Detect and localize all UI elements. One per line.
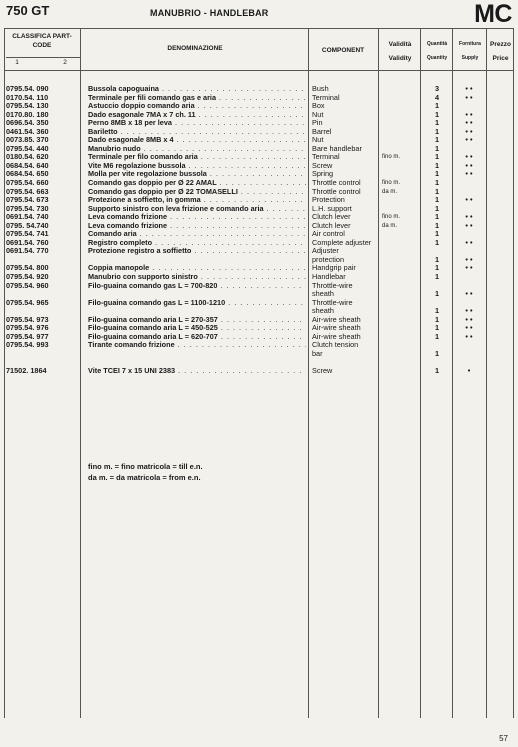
col-header-prezzo: Prezzo [490, 41, 511, 48]
part-supply: • • [465, 135, 473, 145]
part-component: Air-wire sheath [312, 324, 361, 333]
part-description: Manubrio nudo . . . [88, 145, 306, 154]
part-quantity: 1 [434, 229, 440, 239]
col-header-price: Price [492, 55, 509, 62]
legend-notes [88, 461, 203, 483]
part-description: Filo-guaina comando aria L = 620-707 . . . [88, 333, 306, 342]
part-code: 0795.54. 663 [6, 186, 49, 196]
part-quantity: 1 [434, 254, 440, 264]
part-validity: fino m. [382, 214, 401, 221]
part-code: 0795.54. 090 [6, 84, 49, 93]
part-component: Box [312, 102, 325, 111]
part-quantity: 1 [434, 366, 440, 376]
part-quantity: 1 [434, 314, 440, 324]
part-component: Terminal [312, 153, 340, 162]
part-code: 0795.54. 977 [6, 331, 49, 341]
table-row [4, 333, 514, 342]
col-header-validity: Validity [388, 55, 412, 62]
part-code-sub-divider [6, 57, 80, 58]
part-description: Filo-guaina comando aria L = 450-525 . . . [88, 324, 306, 333]
part-description: Dado esagonale 7MA x 7 ch. 11 . . . [88, 111, 306, 120]
part-code: 0795.54. 920 [6, 272, 49, 282]
part-component: Bare handlebar [312, 144, 362, 153]
col-header-part-code-sub1: 1 [15, 59, 19, 66]
part-component: Throttle-wire [312, 298, 353, 307]
part-code: 0170.80. 180 [6, 109, 49, 119]
part-validity: fino m. [382, 180, 401, 187]
part-component: Clutch lever [312, 221, 351, 230]
part-supply: • • [465, 254, 473, 264]
part-description: Astuccio doppio comando aria . . . [88, 102, 306, 111]
part-quantity: 1 [434, 101, 440, 111]
part-component: Air-wire sheath [312, 315, 361, 324]
part-code: 0691.54. 760 [6, 237, 49, 247]
part-description: Tirante comando frizione . . . [88, 341, 306, 350]
part-quantity: 1 [434, 212, 440, 222]
part-supply: • • [465, 169, 473, 179]
part-code: 0795.54. 993 [6, 340, 49, 350]
part-component: Clutch lever [312, 213, 351, 222]
part-supply: • • [465, 195, 473, 205]
part-description: Manubrio con supporto sinistro . . . [88, 273, 306, 282]
part-description: Dado esagonale 8MB x 4 . . . [88, 136, 306, 145]
part-supply: • • [465, 160, 473, 170]
part-code: 0684.54. 640 [6, 160, 49, 170]
part-validity: da m. [382, 222, 398, 229]
part-supply: • • [465, 237, 473, 247]
part-code: 0795.54. 660 [6, 178, 49, 188]
part-supply: • [467, 366, 471, 376]
part-quantity: 1 [434, 126, 440, 136]
part-description: Perno 8MB x 18 per leva . . . [88, 119, 306, 128]
part-code: 0795.54. 741 [6, 229, 49, 239]
part-supply: • • [465, 323, 473, 333]
part-code: 0073.85. 370 [6, 135, 49, 145]
part-code: 0795.54. 976 [6, 323, 49, 333]
part-code: 0795.54. 960 [6, 280, 49, 290]
part-quantity: 1 [434, 203, 440, 213]
part-component: bar [312, 349, 323, 358]
part-code: 0795.54. 440 [6, 143, 49, 153]
part-component: protection [312, 255, 345, 264]
part-validity: fino m. [382, 154, 401, 161]
part-validity: da m. [382, 188, 398, 195]
part-component: Protection [312, 196, 345, 205]
part-description: Terminale per fili comando gas e aria . . . [88, 94, 306, 103]
part-component: Air control [312, 230, 345, 239]
part-code: 0795.54. 730 [6, 203, 49, 213]
part-description: Bussola capoguaina . . . [88, 85, 306, 94]
part-component: Throttle-wire [312, 281, 353, 290]
page-number: 57 [499, 734, 508, 743]
table-row [4, 273, 514, 282]
part-component: Clutch tension [312, 341, 359, 350]
col-header-validita: Validità [388, 41, 412, 48]
part-quantity: 1 [434, 237, 440, 247]
part-quantity: 1 [434, 195, 440, 205]
part-code: 0170.54. 110 [6, 92, 49, 102]
col-header-fornitura: Fornitura [459, 41, 481, 47]
part-code: 0684.54. 650 [6, 169, 49, 179]
part-description: Molla per vite regolazione bussola . . . [88, 170, 306, 179]
col-header-denominazione: DENOMINAZIONE [167, 45, 223, 52]
part-code: 0691.54. 740 [6, 212, 49, 222]
part-component: Handgrip pair [312, 264, 356, 273]
col-header-supply: Supply [461, 55, 479, 61]
part-component: Complete adjuster [312, 238, 372, 247]
col-header-part-code: CLASSIFICA PART-CODE [12, 33, 72, 49]
part-quantity: 1 [434, 306, 440, 316]
part-supply: • • [465, 109, 473, 119]
part-code: 0696.54. 350 [6, 118, 49, 128]
part-description: Bariletto . . . [88, 128, 306, 137]
part-quantity: 1 [434, 289, 440, 299]
part-quantity: 1 [434, 109, 440, 119]
parts-list [4, 85, 514, 376]
table-row [4, 350, 514, 359]
part-description: Comando gas doppio per Ø 22 AMAL . . . [88, 179, 306, 188]
col-header-component: COMPONENT [321, 47, 365, 54]
part-supply: • • [465, 263, 473, 273]
part-code: 0795.54. 673 [6, 195, 49, 205]
part-supply: • • [465, 331, 473, 341]
part-quantity: 1 [434, 348, 440, 358]
part-description: Filo-guaina comando gas L = 1100-1210 . . . [88, 299, 306, 308]
part-quantity: 1 [434, 118, 440, 128]
part-quantity: 1 [434, 152, 440, 162]
part-code: 0180.54. 620 [6, 152, 49, 162]
part-description: Protezione a soffietto, in gomma . . . [88, 196, 306, 205]
part-component: Pin [312, 119, 323, 128]
part-component: sheath [312, 290, 334, 299]
part-supply: • • [465, 289, 473, 299]
part-supply: • • [465, 126, 473, 136]
part-component: Air-wire sheath [312, 332, 361, 341]
part-component: Nut [312, 136, 324, 145]
part-description: Protezione registro a soffietto . . . [88, 247, 306, 256]
part-description: Coppia manopole . . . [88, 264, 306, 273]
part-quantity: 1 [434, 135, 440, 145]
section-code: MC [474, 0, 512, 28]
part-component: Nut [312, 110, 324, 119]
part-quantity: 1 [434, 186, 440, 196]
part-quantity: 4 [434, 92, 440, 102]
part-supply: • • [465, 84, 473, 93]
part-code: 0795.54. 130 [6, 101, 49, 111]
col-header-quantity: Quantity [426, 55, 448, 61]
part-supply: • • [465, 212, 473, 222]
part-code: 0461.54. 360 [6, 126, 49, 136]
part-supply: • • [465, 314, 473, 324]
part-supply: • • [465, 152, 473, 162]
part-description: Leva comando frizione . . . [88, 222, 306, 231]
table-row [4, 290, 514, 299]
part-description: Comando gas doppio per Ø 22 TOMASELLI . . . [88, 188, 306, 197]
part-code: 0795.54. 800 [6, 263, 49, 273]
part-code: 0795.54. 965 [6, 297, 49, 307]
part-description: Terminale per filo comando aria . . . [88, 153, 306, 162]
part-description: Vite M6 regolazione bussola . . . [88, 162, 306, 171]
part-component: Adjuster [312, 247, 339, 256]
part-supply: • • [465, 92, 473, 102]
part-supply: • • [465, 306, 473, 316]
part-code: 0795.54. 973 [6, 314, 49, 324]
part-quantity: 1 [434, 272, 440, 282]
legend-note-fino: fino m. = fino matricola = till e.n. [88, 462, 203, 471]
part-code: 71502. 1864 [6, 366, 47, 376]
part-component: Throttle control [312, 187, 361, 196]
part-code: 0691.54. 770 [6, 246, 49, 256]
part-quantity: 3 [434, 84, 440, 93]
part-quantity: 1 [434, 331, 440, 341]
col-header-quantita: Quantità [426, 41, 448, 47]
part-quantity: 1 [434, 169, 440, 179]
model-label: 750 GT [6, 3, 50, 18]
part-supply: • • [465, 118, 473, 128]
part-component: Bush [312, 85, 329, 93]
table-row [4, 239, 514, 248]
part-quantity: 1 [434, 220, 440, 230]
part-component: Spring [312, 170, 334, 179]
table-row [4, 367, 514, 376]
section-title: MANUBRIO - HANDLEBAR [150, 8, 269, 18]
part-component: Screw [312, 161, 333, 170]
part-component: Screw [312, 367, 333, 376]
part-description: Leva comando frizione . . . [88, 213, 306, 222]
part-quantity: 1 [434, 323, 440, 333]
part-quantity: 1 [434, 263, 440, 273]
part-description: Vite TCEI 7 x 15 UNI 2383 . . . [88, 367, 306, 376]
part-component: L.H. support [312, 204, 352, 213]
part-component: sheath [312, 307, 334, 316]
part-component: Barrel [312, 127, 332, 136]
part-component: Throttle control [312, 179, 361, 188]
part-quantity: 1 [434, 160, 440, 170]
part-component: Terminal [312, 93, 340, 102]
col-header-part-code-sub2: 2 [63, 59, 67, 66]
part-description: Supporto sinistro con leva frizione e comando aria . . . [88, 205, 306, 214]
part-quantity: 1 [434, 178, 440, 188]
part-quantity: 1 [434, 143, 440, 153]
part-component: Handlebar [312, 273, 346, 282]
part-code: 0795. 54.740 [6, 220, 49, 230]
part-supply: • • [465, 220, 473, 230]
part-description: Filo-guaina comando gas L = 700-820 . . . [88, 282, 306, 291]
part-description: Filo-guaina comando aria L = 270-357 . . . [88, 316, 306, 325]
part-description: Registro completo . . . [88, 239, 306, 248]
legend-note-da: da m. = da matricola = from e.n. [88, 473, 201, 482]
part-description: Comando aria . . . [88, 230, 306, 239]
